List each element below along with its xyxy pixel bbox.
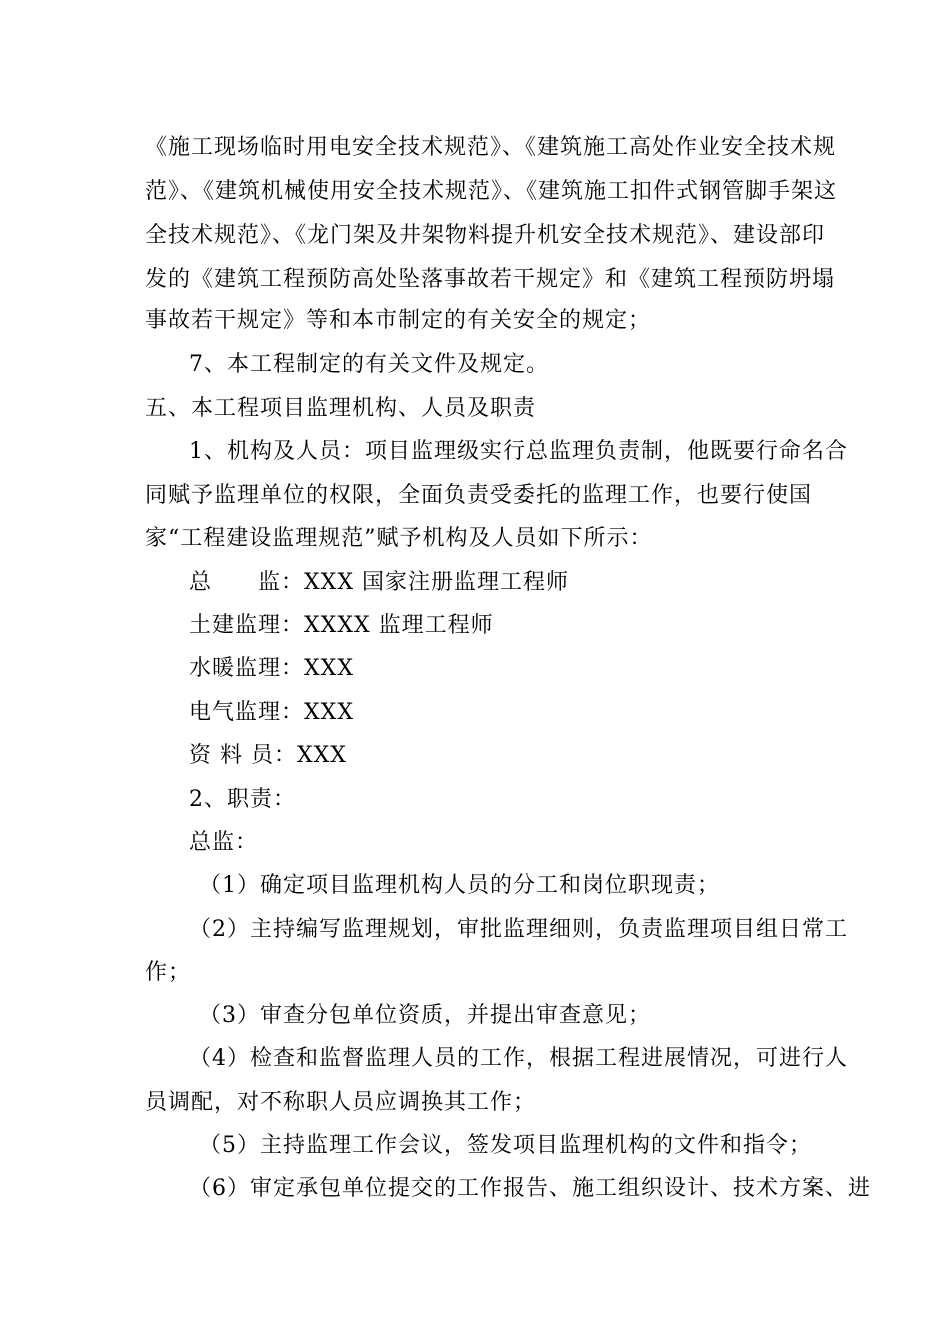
text-line: 7、本工程制定的有关文件及规定。 — [189, 352, 549, 377]
duty-item: （6）审定承包单位提交的工作报告、施工组织设计、技术方案、进 — [189, 1176, 871, 1201]
text-line: 同赋予监理单位的权限，全面负责受委托的监理工作，也要行使国 — [145, 483, 813, 508]
text-line: 范》、《建筑机械使用安全技术规范》、《建筑施工扣件式钢管脚手架这 — [145, 179, 838, 204]
duty-item: （5）主持监理工作会议，签发项目监理机构的文件和指令； — [199, 1133, 812, 1158]
staff-chief: 总 监：XXX 国家注册监理工程师 — [189, 570, 569, 595]
text-line: 事故若干规定》等和本市制定的有关安全的规定； — [145, 308, 652, 333]
duty-item: （1）确定项目监理机构人员的分工和岗位职现责； — [199, 873, 720, 898]
duty-item: （4）检查和监督监理人员的工作，根据工程进展情况，可进行人 — [189, 1046, 848, 1071]
text-line: 总监： — [189, 830, 259, 855]
text-line: 1、机构及人员：项目监理级实行总监理负责制，他既要行命名合 — [189, 439, 848, 464]
text-line: 家“工程建设监理规范”赋予机构及人员如下所示： — [145, 526, 653, 551]
text-line: 《施工现场临时用电安全技术规范》、《建筑施工高处作业安全技术规 — [145, 135, 837, 160]
section-heading: 五、本工程项目监理机构、人员及职责 — [145, 396, 537, 421]
staff-records: 资 料 员：XXX — [189, 743, 347, 768]
duty-item: （3）审查分包单位资质，并提出审查意见； — [199, 1003, 651, 1028]
text-line: 2、职责： — [189, 787, 296, 812]
text-line: 员调配，对不称职人员应调换其工作； — [145, 1090, 537, 1115]
staff-civil: 土建监理：XXXX 监理工程师 — [189, 613, 494, 638]
staff-electrical: 电气监理：XXX — [189, 700, 354, 725]
duty-item: （2）主持编写监理规划，审批监理细则，负责监理项目组日常工 — [189, 917, 848, 942]
text-line: 作； — [145, 960, 192, 985]
text-line: 全技术规范》、《龙门架及井架物料提升机安全技术规范》、建设部印 — [145, 223, 826, 248]
text-line: 发的《建筑工程预防高处坠落事故若干规定》和《建筑工程预防坍塌 — [145, 267, 836, 292]
staff-plumbing: 水暖监理：XXX — [189, 656, 354, 681]
